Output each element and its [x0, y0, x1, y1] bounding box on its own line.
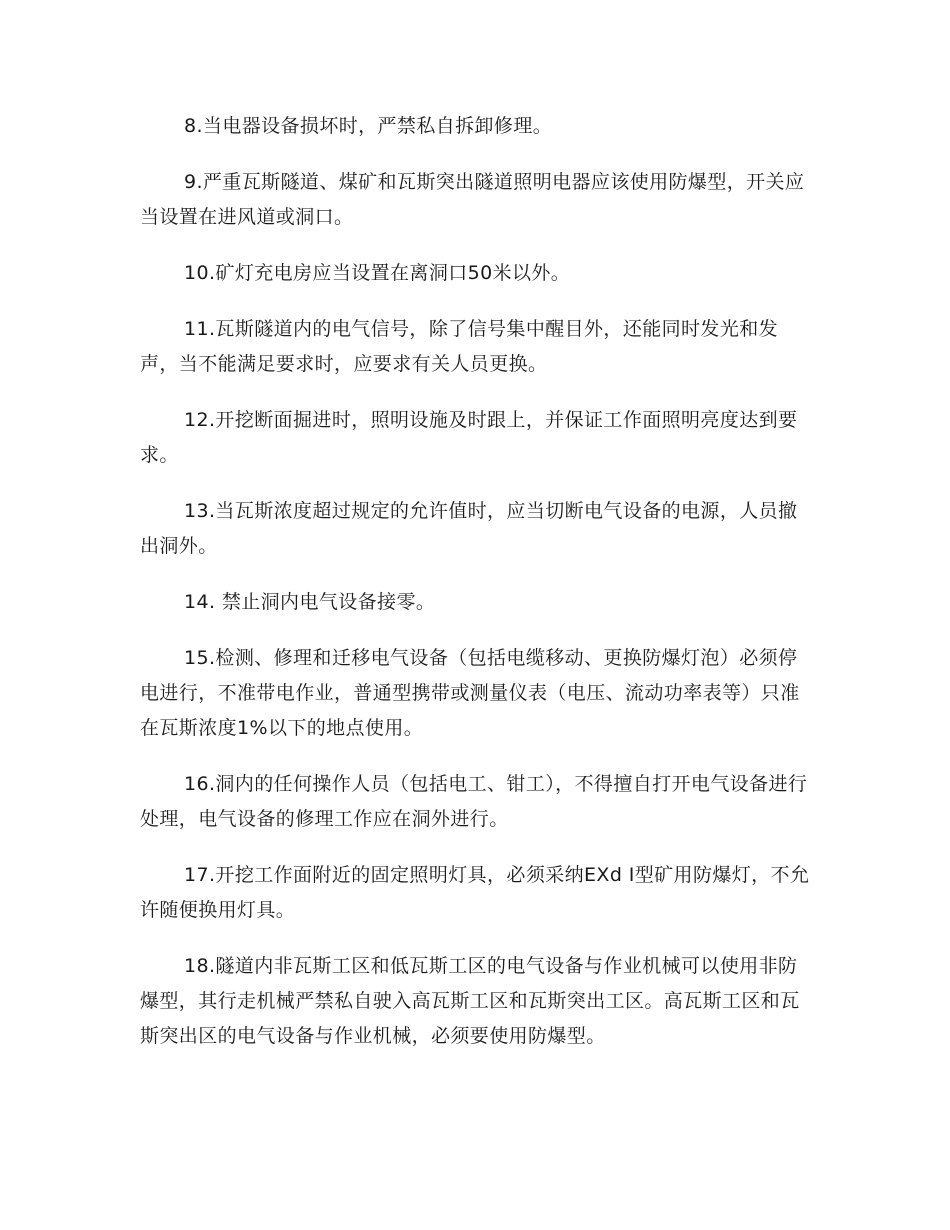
paragraph-item-11: 11.瓦斯隧道内的电气信号，除了信号集中醒目外，还能同时发光和发声，当不能满足要求时，应要求有关人员更换。: [140, 318, 779, 375]
paragraph-item-15: 15.检测、修理和迁移电气设备（包括电缆移动、更换防爆灯泡）必须停电进行，不准带电作业，普通型携带或测量仪表（电压、流动功率表等）只准在瓦斯浓度1%以下的地点使用。: [140, 647, 800, 739]
paragraph-item-8: 8.当电器设备损坏时，严禁私自拆卸修理。: [184, 115, 553, 137]
paragraph-item-12: 12.开挖断面掘进时，照明设施及时跟上，并保证工作面照明亮度达到要求。: [140, 409, 798, 466]
paragraph-item-17: 17.开挖工作面附近的固定照明灯具，必须采纳EXd I型矿用防爆灯，不允许随便换用灯具。: [140, 864, 810, 921]
document-body: [140, 109, 810, 1075]
paragraph-item-10: 10.矿灯充电房应当设置在离洞口50米以外。: [184, 262, 571, 284]
paragraph-item-16: 16.洞内的任何操作人员（包括电工、钳工），不得擅自打开电气设备进行处理，电气设备的修理工作应在洞外进行。: [140, 773, 808, 830]
paragraph-item-18: 18.隧道内非瓦斯工区和低瓦斯工区的电气设备与作业机械可以使用非防爆型，其行走机械严禁私自驶入高瓦斯工区和瓦斯突出工区。高瓦斯工区和瓦斯突出区的电气设备与作业机械，必须要使用防爆型。: [140, 955, 800, 1047]
paragraph-item-13: 13.当瓦斯浓度超过规定的允许值时，应当切断电气设备的电源，人员撤出洞外。: [140, 500, 798, 557]
paragraph-item-9: 9.严重瓦斯隧道、煤矿和瓦斯突出隧道照明电器应该使用防爆型，开关应当设置在进风道或洞口。: [140, 171, 805, 228]
paragraph-item-14: 14. 禁止洞内电气设备接零。: [184, 591, 436, 613]
